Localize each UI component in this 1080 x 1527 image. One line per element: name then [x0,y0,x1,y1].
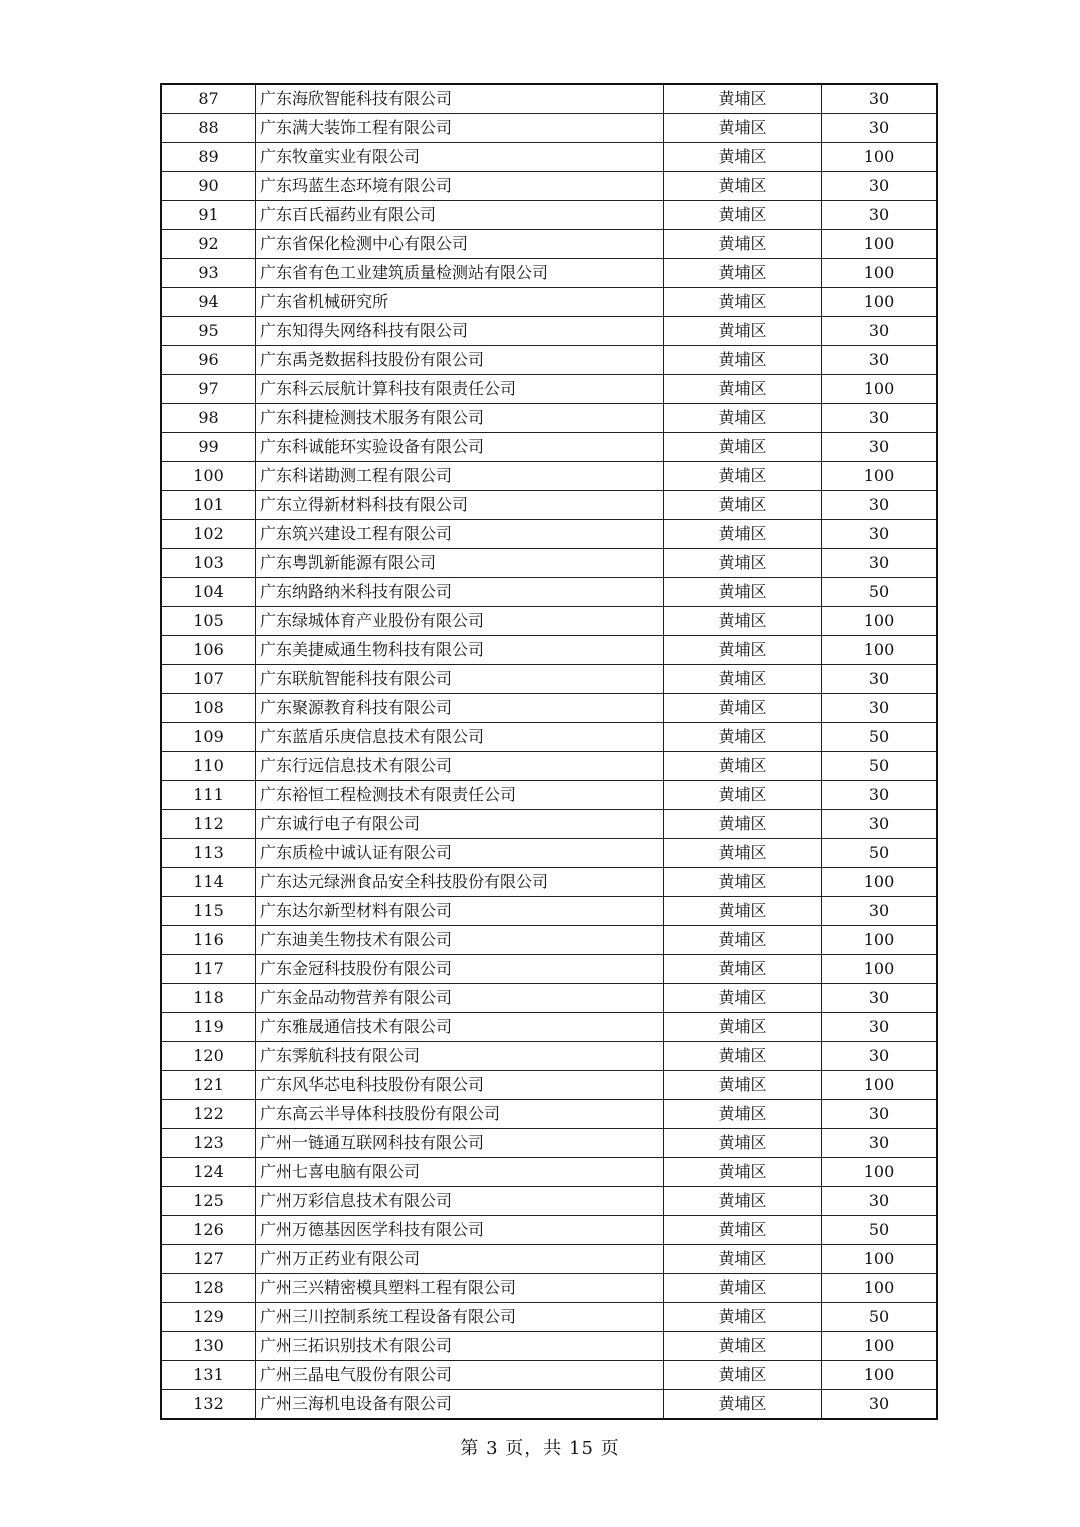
row-number-cell: 121 [161,1071,256,1100]
district-cell: 黄埔区 [664,172,822,201]
table-row [161,84,937,114]
district-cell: 黄埔区 [664,84,822,114]
company-name-cell: 广东霁航科技有限公司 [256,1042,664,1071]
amount-cell: 100 [822,1071,938,1100]
amount-cell: 30 [822,491,938,520]
row-number-cell: 128 [161,1274,256,1303]
company-name-cell: 广州万彩信息技术有限公司 [256,1187,664,1216]
district-cell: 黄埔区 [664,1129,822,1158]
row-number-cell: 113 [161,839,256,868]
company-name-cell: 广东省机械研究所 [256,288,664,317]
amount-cell: 30 [822,1129,938,1158]
amount-cell: 100 [822,1274,938,1303]
amount-cell: 100 [822,259,938,288]
company-name-cell: 广东行远信息技术有限公司 [256,752,664,781]
row-number-cell: 126 [161,1216,256,1245]
amount-cell: 100 [822,636,938,665]
amount-cell: 50 [822,723,938,752]
district-cell: 黄埔区 [664,781,822,810]
company-name-cell: 广州三海机电设备有限公司 [256,1390,664,1420]
table-row [161,1274,937,1303]
district-cell: 黄埔区 [664,665,822,694]
table-row [161,810,937,839]
amount-cell: 30 [822,114,938,143]
table-row [161,897,937,926]
district-cell: 黄埔区 [664,491,822,520]
company-name-cell: 广东省有色工业建筑质量检测站有限公司 [256,259,664,288]
district-cell: 黄埔区 [664,114,822,143]
district-cell: 黄埔区 [664,1303,822,1332]
row-number-cell: 94 [161,288,256,317]
table-row [161,781,937,810]
amount-cell: 30 [822,897,938,926]
company-name-cell: 广东裕恒工程检测技术有限责任公司 [256,781,664,810]
row-number-cell: 88 [161,114,256,143]
district-cell: 黄埔区 [664,636,822,665]
row-number-cell: 92 [161,230,256,259]
company-name-cell: 广东风华芯电科技股份有限公司 [256,1071,664,1100]
district-cell: 黄埔区 [664,520,822,549]
company-name-cell: 广东科云辰航计算科技有限责任公司 [256,375,664,404]
amount-cell: 100 [822,143,938,172]
row-number-cell: 114 [161,868,256,897]
district-cell: 黄埔区 [664,1042,822,1071]
table-row [161,984,937,1013]
table-row [161,1042,937,1071]
amount-cell: 30 [822,984,938,1013]
district-cell: 黄埔区 [664,810,822,839]
table-row [161,375,937,404]
amount-cell: 30 [822,810,938,839]
amount-cell: 100 [822,607,938,636]
district-cell: 黄埔区 [664,317,822,346]
amount-cell: 100 [822,1245,938,1274]
company-name-cell: 广东科诺勘测工程有限公司 [256,462,664,491]
district-cell: 黄埔区 [664,1216,822,1245]
district-cell: 黄埔区 [664,375,822,404]
row-number-cell: 96 [161,346,256,375]
row-number-cell: 124 [161,1158,256,1187]
row-number-cell: 98 [161,404,256,433]
amount-cell: 30 [822,172,938,201]
district-cell: 黄埔区 [664,433,822,462]
amount-cell: 30 [822,549,938,578]
district-cell: 黄埔区 [664,1361,822,1390]
district-cell: 黄埔区 [664,549,822,578]
row-number-cell: 109 [161,723,256,752]
table-row [161,694,937,723]
district-cell: 黄埔区 [664,839,822,868]
amount-cell: 100 [822,955,938,984]
company-name-cell: 广东绿城体育产业股份有限公司 [256,607,664,636]
table-row [161,404,937,433]
row-number-cell: 119 [161,1013,256,1042]
table-body [161,84,937,1419]
page-footer: 第 3 页，共 15 页 [460,1438,620,1459]
company-name-cell: 广东科捷检测技术服务有限公司 [256,404,664,433]
table-row [161,520,937,549]
table-row [161,1013,937,1042]
table-row [161,172,937,201]
district-cell: 黄埔区 [664,752,822,781]
company-name-cell: 广东海欣智能科技有限公司 [256,84,664,114]
district-cell: 黄埔区 [664,868,822,897]
amount-cell: 30 [822,1013,938,1042]
table-row [161,317,937,346]
row-number-cell: 97 [161,375,256,404]
table-row [161,549,937,578]
row-number-cell: 102 [161,520,256,549]
company-name-cell: 广东金冠科技股份有限公司 [256,955,664,984]
row-number-cell: 100 [161,462,256,491]
row-number-cell: 99 [161,433,256,462]
row-number-cell: 125 [161,1187,256,1216]
company-name-cell: 广东粤凯新能源有限公司 [256,549,664,578]
district-cell: 黄埔区 [664,259,822,288]
amount-cell: 30 [822,346,938,375]
company-name-cell: 广东玛蓝生态环境有限公司 [256,172,664,201]
amount-cell: 30 [822,1390,938,1420]
district-cell: 黄埔区 [664,201,822,230]
table-row [161,1245,937,1274]
row-number-cell: 122 [161,1100,256,1129]
district-cell: 黄埔区 [664,926,822,955]
row-number-cell: 89 [161,143,256,172]
company-name-cell: 广东达尔新型材料有限公司 [256,897,664,926]
amount-cell: 30 [822,665,938,694]
row-number-cell: 105 [161,607,256,636]
district-cell: 黄埔区 [664,694,822,723]
district-cell: 黄埔区 [664,288,822,317]
amount-cell: 50 [822,1303,938,1332]
table-row [161,433,937,462]
table-row [161,723,937,752]
district-cell: 黄埔区 [664,143,822,172]
amount-cell: 100 [822,230,938,259]
amount-cell: 50 [822,1216,938,1245]
company-name-cell: 广东省保化检测中心有限公司 [256,230,664,259]
district-cell: 黄埔区 [664,230,822,259]
table-row [161,1332,937,1361]
company-name-cell: 广东雅晟通信技术有限公司 [256,1013,664,1042]
row-number-cell: 108 [161,694,256,723]
row-number-cell: 107 [161,665,256,694]
amount-cell: 100 [822,1332,938,1361]
amount-cell: 30 [822,781,938,810]
row-number-cell: 132 [161,1390,256,1420]
row-number-cell: 112 [161,810,256,839]
district-cell: 黄埔区 [664,984,822,1013]
table-row [161,752,937,781]
district-cell: 黄埔区 [664,955,822,984]
district-cell: 黄埔区 [664,723,822,752]
district-cell: 黄埔区 [664,1332,822,1361]
table-row [161,1158,937,1187]
table-row [161,259,937,288]
row-number-cell: 93 [161,259,256,288]
company-name-cell: 广东迪美生物技术有限公司 [256,926,664,955]
company-name-cell: 广东立得新材料科技有限公司 [256,491,664,520]
table-row [161,143,937,172]
district-cell: 黄埔区 [664,1274,822,1303]
company-name-cell: 广东满大装饰工程有限公司 [256,114,664,143]
row-number-cell: 103 [161,549,256,578]
district-cell: 黄埔区 [664,1245,822,1274]
table-row [161,346,937,375]
amount-cell: 30 [822,520,938,549]
district-cell: 黄埔区 [664,1071,822,1100]
table-row [161,201,937,230]
amount-cell: 100 [822,1158,938,1187]
company-name-cell: 广州三兴精密模具塑料工程有限公司 [256,1274,664,1303]
company-name-cell: 广东牧童实业有限公司 [256,143,664,172]
table-row [161,1129,937,1158]
company-name-cell: 广州七喜电脑有限公司 [256,1158,664,1187]
company-name-cell: 广东筑兴建设工程有限公司 [256,520,664,549]
table-row [161,839,937,868]
company-name-cell: 广东达元绿洲食品安全科技股份有限公司 [256,868,664,897]
table-row [161,868,937,897]
row-number-cell: 129 [161,1303,256,1332]
company-name-cell: 广东纳路纳米科技有限公司 [256,578,664,607]
company-name-cell: 广州万正药业有限公司 [256,1245,664,1274]
amount-cell: 100 [822,288,938,317]
amount-cell: 30 [822,201,938,230]
table-row [161,491,937,520]
amount-cell: 50 [822,839,938,868]
amount-cell: 30 [822,1100,938,1129]
amount-cell: 30 [822,694,938,723]
amount-cell: 30 [822,1042,938,1071]
district-cell: 黄埔区 [664,346,822,375]
company-name-cell: 广东诚行电子有限公司 [256,810,664,839]
table-row [161,1216,937,1245]
company-name-cell: 广东知得失网络科技有限公司 [256,317,664,346]
company-name-cell: 广东蓝盾乐庚信息技术有限公司 [256,723,664,752]
amount-cell: 100 [822,926,938,955]
district-cell: 黄埔区 [664,607,822,636]
amount-cell: 30 [822,1187,938,1216]
table-row [161,1390,937,1420]
company-name-cell: 广东高云半导体科技股份有限公司 [256,1100,664,1129]
row-number-cell: 90 [161,172,256,201]
table-row [161,288,937,317]
row-number-cell: 120 [161,1042,256,1071]
company-name-cell: 广东百氏福药业有限公司 [256,201,664,230]
table-row [161,1303,937,1332]
table-row [161,230,937,259]
company-name-cell: 广东科诚能环实验设备有限公司 [256,433,664,462]
table-row [161,578,937,607]
row-number-cell: 110 [161,752,256,781]
row-number-cell: 104 [161,578,256,607]
amount-cell: 100 [822,868,938,897]
row-number-cell: 118 [161,984,256,1013]
company-name-cell: 广东联航智能科技有限公司 [256,665,664,694]
company-name-cell: 广东聚源教育科技有限公司 [256,694,664,723]
table-row [161,636,937,665]
amount-cell: 100 [822,1361,938,1390]
table-row [161,926,937,955]
table-row [161,607,937,636]
company-name-cell: 广州三拓识别技术有限公司 [256,1332,664,1361]
row-number-cell: 116 [161,926,256,955]
company-name-cell: 广东禹尧数据科技股份有限公司 [256,346,664,375]
district-cell: 黄埔区 [664,1158,822,1187]
company-name-cell: 广州三晶电气股份有限公司 [256,1361,664,1390]
company-table [160,83,938,1420]
row-number-cell: 115 [161,897,256,926]
company-name-cell: 广东金品动物营养有限公司 [256,984,664,1013]
amount-cell: 50 [822,578,938,607]
table-row [161,114,937,143]
company-name-cell: 广州三川控制系统工程设备有限公司 [256,1303,664,1332]
table-row [161,665,937,694]
row-number-cell: 130 [161,1332,256,1361]
company-name-cell: 广州一链通互联网科技有限公司 [256,1129,664,1158]
district-cell: 黄埔区 [664,578,822,607]
row-number-cell: 117 [161,955,256,984]
district-cell: 黄埔区 [664,1187,822,1216]
row-number-cell: 106 [161,636,256,665]
row-number-cell: 127 [161,1245,256,1274]
row-number-cell: 95 [161,317,256,346]
table-row [161,1361,937,1390]
company-name-cell: 广州万德基因医学科技有限公司 [256,1216,664,1245]
district-cell: 黄埔区 [664,1100,822,1129]
district-cell: 黄埔区 [664,1013,822,1042]
amount-cell: 100 [822,462,938,491]
table-row [161,955,937,984]
amount-cell: 30 [822,84,938,114]
table-row [161,1071,937,1100]
amount-cell: 30 [822,433,938,462]
district-cell: 黄埔区 [664,1390,822,1420]
table-row [161,1187,937,1216]
row-number-cell: 123 [161,1129,256,1158]
amount-cell: 100 [822,375,938,404]
row-number-cell: 111 [161,781,256,810]
amount-cell: 50 [822,752,938,781]
table-row [161,462,937,491]
company-name-cell: 广东美捷威通生物科技有限公司 [256,636,664,665]
district-cell: 黄埔区 [664,404,822,433]
amount-cell: 30 [822,317,938,346]
row-number-cell: 91 [161,201,256,230]
amount-cell: 30 [822,404,938,433]
row-number-cell: 87 [161,84,256,114]
company-name-cell: 广东质检中诚认证有限公司 [256,839,664,868]
district-cell: 黄埔区 [664,462,822,491]
row-number-cell: 101 [161,491,256,520]
district-cell: 黄埔区 [664,897,822,926]
row-number-cell: 131 [161,1361,256,1390]
table-row [161,1100,937,1129]
